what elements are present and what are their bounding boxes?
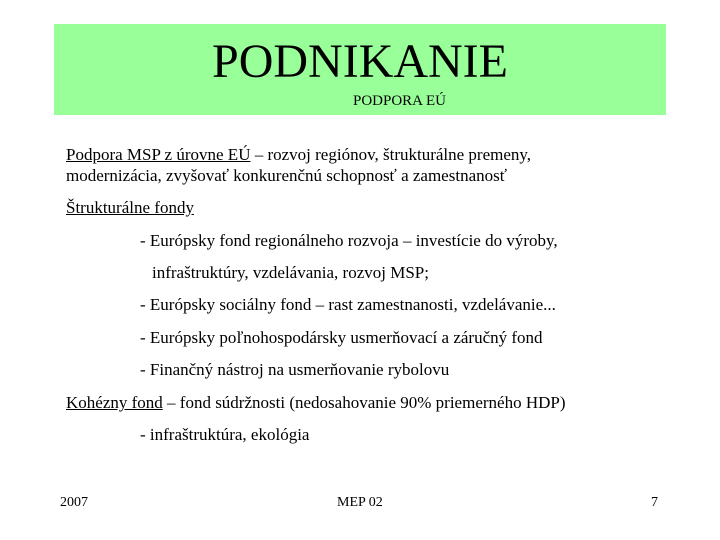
intro-lead: Podpora MSP z úrovne EÚ [66,145,251,164]
structural-item-1-line-2: infraštruktúry, vzdelávania, rozvoj MSP; [152,263,429,282]
slide-title: PODNIKANIE [212,35,508,88]
slide-subtitle: PODPORA EÚ [353,93,446,109]
footer-center: MEP 02 [337,495,383,510]
structural-funds-heading: Štrukturálne fondy [66,198,194,217]
footer-page-number: 7 [651,495,658,510]
intro-line-1 [66,145,531,165]
intro-line-2: modernizácia, zvyšovať konkurenčnú schopnosť a zamestnanosť [66,166,507,185]
cohesion-rest: – fond súdržnosti (nedosahovanie 90% priemerného HDP) [162,393,566,412]
title-banner [54,24,666,115]
structural-item-4: - Finančný nástroj na usmerňovanie rybolovu [140,360,450,379]
footer-year: 2007 [60,495,88,510]
intro-line-1-rest: – rozvoj regiónov, štrukturálne premeny, [250,145,532,164]
structural-item-1-line-1: - Európsky fond regionálneho rozvoja – investície do výroby, [140,231,558,250]
structural-item-3: - Európsky poľnohospodársky usmerňovací a záručný fond [140,328,543,347]
cohesion-line [66,393,566,413]
cohesion-item-1: - infraštruktúra, ekológia [140,425,310,444]
cohesion-heading: Kohézny fond [66,393,163,412]
structural-item-2: - Európsky sociálny fond – rast zamestnanosti, vzdelávanie... [140,295,556,314]
